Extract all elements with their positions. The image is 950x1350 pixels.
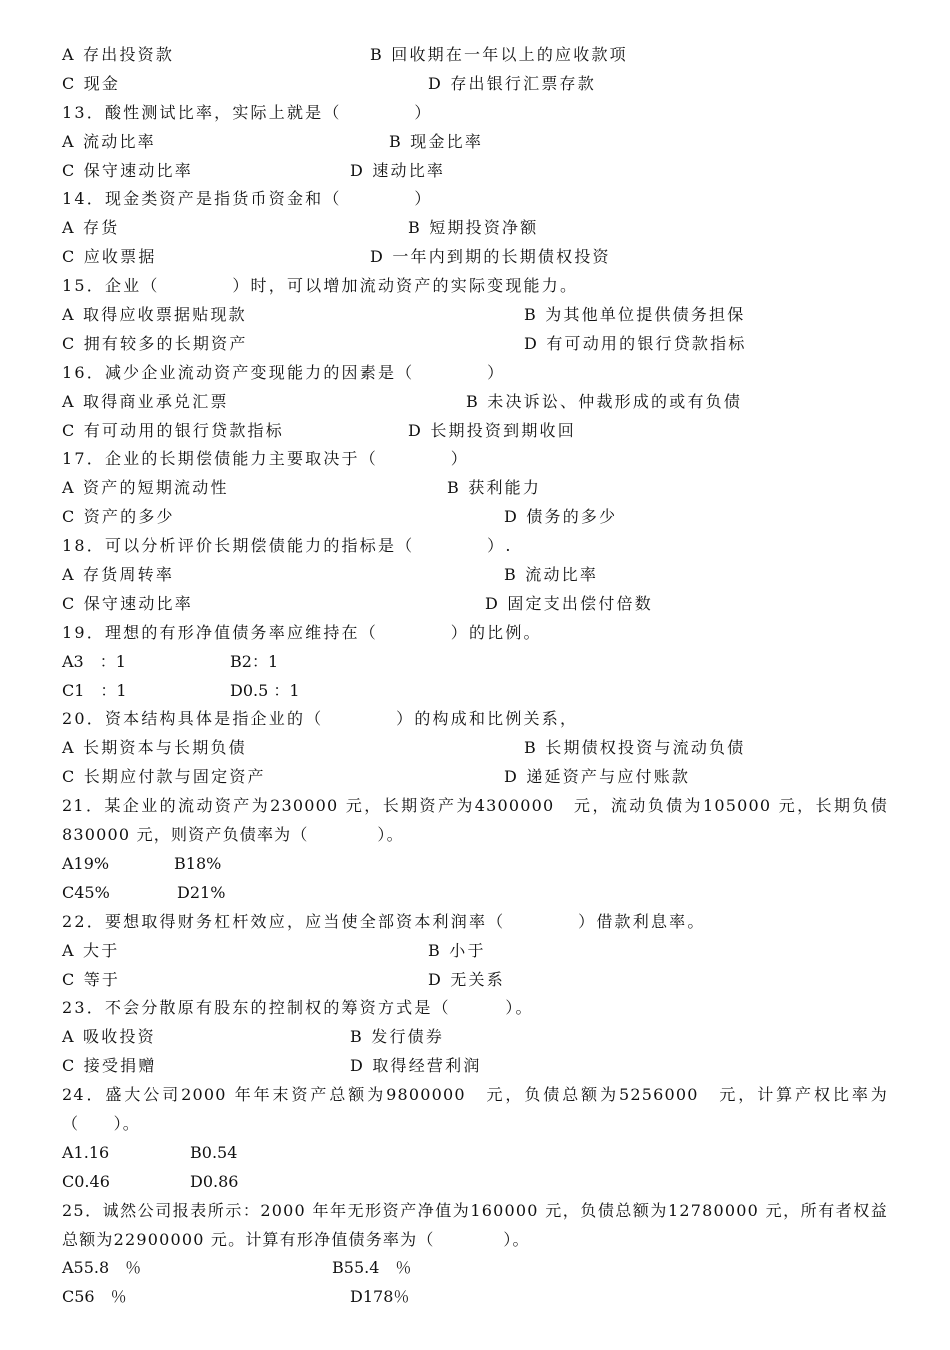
option-b: B 发行债券 <box>350 1027 445 1047</box>
option-c: C 保守速动比率 <box>62 160 193 180</box>
option-row <box>62 879 888 908</box>
option-a: A 资产的短期流动性 <box>62 478 229 498</box>
option-b: B18% <box>174 853 222 873</box>
option-d: D21% <box>177 882 226 902</box>
option-row <box>62 214 888 243</box>
option-c: C56 ％ <box>62 1287 127 1307</box>
option-d: D0.86 <box>190 1171 239 1191</box>
option-d: D 有可动用的银行贷款指标 <box>524 333 747 353</box>
option-c: C 保守速动比率 <box>62 593 193 613</box>
option-c: C 现金 <box>62 73 121 93</box>
option-row <box>62 561 888 590</box>
option-row <box>62 301 888 330</box>
option-c: C45% <box>62 882 110 902</box>
option-row <box>62 1283 888 1312</box>
option-b: B 流动比率 <box>504 565 599 585</box>
option-row <box>62 70 888 99</box>
option-b: B 回收期在一年以上的应收款项 <box>370 45 628 64</box>
option-a: A 存货 <box>62 218 120 238</box>
option-c: C0.46 <box>62 1171 110 1191</box>
option-row <box>62 590 888 619</box>
option-b: B2：1 <box>230 651 279 671</box>
question-stem: 16．减少企业流动资产变现能力的因素是（ ） <box>62 362 506 382</box>
option-a: A 长期资本与长期负债 <box>62 738 247 758</box>
option-a: A19% <box>62 853 110 873</box>
question-stem: 18．可以分析评价长期偿债能力的指标是（ ）. <box>62 536 513 556</box>
exam-document <box>62 41 888 1312</box>
option-a: A 大于 <box>62 940 120 960</box>
option-a: A 存出投资款 <box>62 45 175 64</box>
option-row <box>62 474 888 503</box>
option-b: B 为其他单位提供债务担保 <box>524 305 746 325</box>
option-row <box>62 128 888 157</box>
option-row <box>62 41 888 70</box>
option-b: B 长期债权投资与流动负债 <box>524 738 746 758</box>
option-row <box>62 503 888 532</box>
option-b: B 小于 <box>428 940 486 960</box>
option-b: B55.4 ％ <box>332 1258 412 1278</box>
option-d: D 一年内到期的长期债权投资 <box>370 247 611 267</box>
question-stem: 14．现金类资产是指货币资金和（ ） <box>62 189 433 209</box>
option-d: D0.5 ：1 <box>230 680 300 700</box>
option-d: D 无关系 <box>428 969 505 989</box>
option-b: B 获利能力 <box>447 478 542 498</box>
option-d: D 债务的多少 <box>504 507 618 527</box>
option-c: C 长期应付款与固定资产 <box>62 767 266 787</box>
option-d: D 递延资产与应付账款 <box>504 767 691 787</box>
option-c: C 资产的多少 <box>62 507 175 527</box>
question-stem: 19．理想的有形净值债务率应维持在（ ）的比例。 <box>62 622 542 642</box>
option-a: A55.8 ％ <box>62 1258 142 1278</box>
option-b: B 现金比率 <box>389 131 484 151</box>
option-row <box>62 734 888 763</box>
option-d: D 取得经营利润 <box>350 1056 482 1076</box>
option-row <box>62 1168 888 1197</box>
option-row <box>62 850 888 879</box>
question-stem: 23．不会分散原有股东的控制权的筹资方式是（ ）。 <box>62 998 534 1018</box>
option-a: A 取得应收票据贴现款 <box>62 305 247 325</box>
option-d: D 长期投资到期收回 <box>408 420 576 440</box>
option-row <box>62 1023 888 1052</box>
option-row <box>62 1139 888 1168</box>
option-row <box>62 937 888 966</box>
option-a: A 吸收投资 <box>62 1027 156 1047</box>
option-row <box>62 243 888 272</box>
question-stem: 17．企业的长期偿债能力主要取决于（ ） <box>62 449 469 469</box>
option-row <box>62 677 888 706</box>
option-a: A 流动比率 <box>62 131 156 151</box>
option-c: C1 ：1 <box>62 680 127 700</box>
option-row <box>62 1052 888 1081</box>
option-row <box>62 1254 888 1283</box>
question-stem: 25．诚然公司报表所示：2000 年年无形资产净值为160000 元，负债总额为12780000 元，所有者权益总额为22900000 元。计算有形净值债务率为（ ）。 <box>62 1200 888 1249</box>
option-row <box>62 648 888 677</box>
option-d: D 速动比率 <box>350 160 446 180</box>
option-c: C 有可动用的银行贷款指标 <box>62 420 284 440</box>
option-row <box>62 157 888 186</box>
option-row <box>62 388 888 417</box>
option-c: C 接受捐赠 <box>62 1056 157 1076</box>
question-stem: 13．酸性测试比率，实际上就是（ ） <box>62 102 433 122</box>
option-c: C 等于 <box>62 969 121 989</box>
question-stem: 15．企业（ ）时，可以增加流动资产的实际变现能力。 <box>62 276 579 296</box>
option-row <box>62 763 888 792</box>
option-b: B0.54 <box>190 1142 238 1162</box>
option-b: B 未决诉讼、仲裁形成的或有负债 <box>466 391 743 411</box>
option-row <box>62 330 888 359</box>
option-b: B 短期投资净额 <box>408 218 539 238</box>
option-c: C 拥有较多的长期资产 <box>62 333 248 353</box>
question-stem: 24．盛大公司2000 年年末资产总额为9800000 元，负债总额为5256000 元，计算产权比率为（ ）。 <box>62 1085 888 1133</box>
option-c: C 应收票据 <box>62 247 157 267</box>
question-stem: 21．某企业的流动资产为230000 元，长期资产为4300000 元，流动负债为105000 元，长期负债830000 元，则资产负债率为（ ）。 <box>62 796 888 845</box>
option-a: A 取得商业承兑汇票 <box>62 391 229 411</box>
option-d: D178％ <box>350 1287 410 1307</box>
option-a: A 存货周转率 <box>62 565 175 585</box>
option-a: A1.16 <box>62 1142 110 1162</box>
option-row <box>62 966 888 995</box>
option-row <box>62 417 888 446</box>
question-stem: 20．资本结构具体是指企业的（ ）的构成和比例关系， <box>62 709 579 729</box>
option-d: D 固定支出偿付倍数 <box>485 593 653 613</box>
option-a: A3 ：1 <box>62 651 126 671</box>
question-stem: 22．要想取得财务杠杆效应，应当使全部资本利润率（ ）借款利息率。 <box>62 911 706 931</box>
option-d: D 存出银行汇票存款 <box>428 73 596 93</box>
